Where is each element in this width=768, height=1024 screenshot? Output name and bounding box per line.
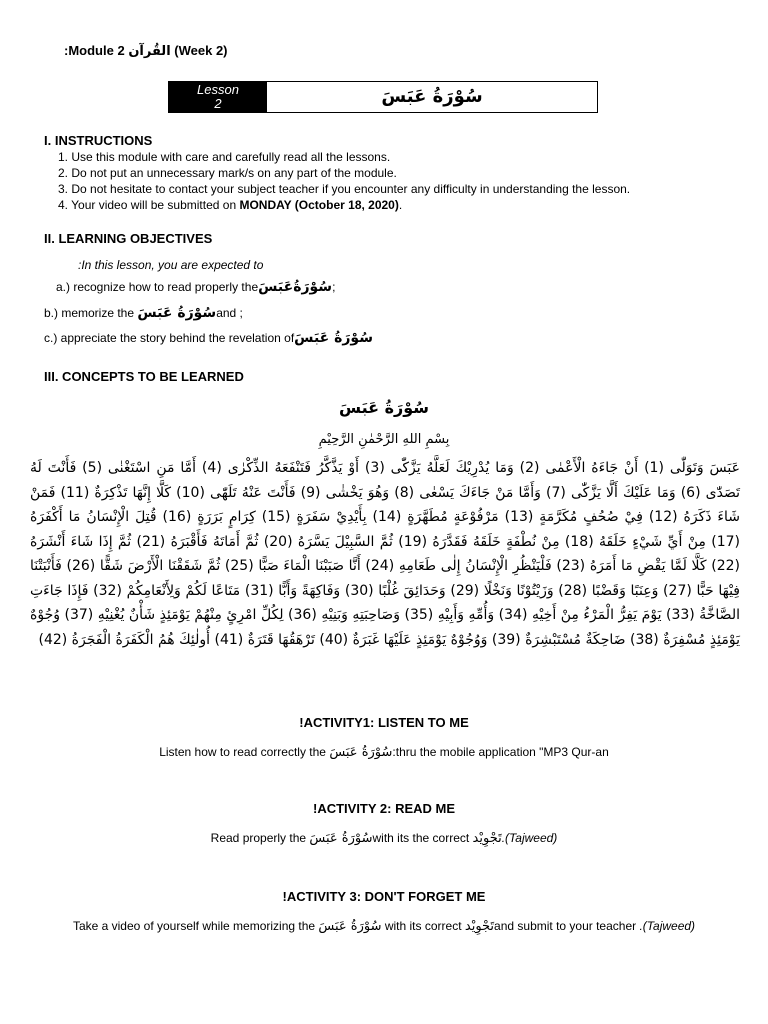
activity1-title: ACTIVITY1: LISTEN TO ME — [303, 715, 469, 730]
instruction-item-4-suffix: . — [398, 198, 403, 212]
activity2-text-prefix: Read properly the — [210, 831, 307, 845]
activity1-text-prefix: Listen how to read correctly the — [159, 745, 326, 759]
lesson-number: 2 — [214, 96, 222, 111]
activity1-heading — [0, 715, 768, 730]
objective-a-text: a.) recognize how to read properly the — [56, 280, 259, 294]
activity3-text-suffix: and submit to your teacher — [494, 919, 637, 933]
objective-c — [44, 330, 373, 346]
activity2-title: ACTIVITY 2: READ ME — [317, 801, 456, 816]
module-colon: : — [64, 43, 69, 58]
submission-date: MONDAY (October 18, 2020) — [239, 198, 399, 212]
instructions-heading: I. INSTRUCTIONS — [44, 133, 153, 148]
activity2-text-middle: with its the correct — [372, 831, 470, 845]
instruction-item-2: 2. Do not put an unnecessary mark/s on any part of the module. — [58, 166, 397, 180]
objective-b-suffix: and ; — [216, 306, 243, 320]
activity3-title: ACTIVITY 3: DON'T FORGET ME — [286, 889, 486, 904]
objective-b-text: b.) memorize the — [44, 306, 135, 320]
module-title — [64, 43, 228, 59]
activity1-instruction — [0, 745, 768, 760]
module-week: (Week 2) — [174, 43, 228, 58]
basmala: بِسْمِ اللهِ الرَّحْمٰنِ الرَّحِيْمِ — [318, 432, 450, 447]
activity1-arabic: سُوْرَةُ عَبَسَ — [329, 745, 393, 760]
activity1-marker: ! — [299, 715, 304, 730]
activity3-arabic: سُوْرَةُ عَبَسَ — [318, 919, 382, 934]
module-arabic: القُرآن — [128, 44, 171, 59]
objective-b — [44, 305, 243, 321]
concepts-heading: III. CONCEPTS TO BE LEARNED — [44, 369, 244, 384]
lesson-surah-title: سُوْرَةُ عَبَسَ — [381, 86, 483, 107]
activity2-marker: ! — [312, 801, 318, 816]
objective-a-arabic: سُوْرَةُعَبَسَ — [258, 279, 333, 295]
objective-c-text: c.) appreciate the story behind the revelation of — [44, 331, 295, 345]
activity2-text-suffix: .(Tajweed) — [501, 831, 558, 845]
activity3-text-prefix: Take a video of yourself while memorizing the — [72, 919, 316, 933]
activity2-arabic: سُوْرَةُ عَبَسَ — [309, 831, 373, 846]
activity1-text-suffix: :thru the mobile application "MP3 Qur-an — [392, 745, 609, 759]
activity3-text-end: .(Tajweed) — [639, 919, 696, 933]
lesson-box — [168, 81, 598, 113]
activity3-marker: ! — [282, 889, 287, 904]
instruction-item-3: 3. Do not hesitate to contact your subject teacher if you encounter any difficulty in understanding the lesson. — [58, 182, 631, 196]
lesson-label — [169, 82, 267, 112]
instruction-item-4 — [58, 198, 402, 212]
objective-a-suffix: ; — [332, 280, 336, 294]
instruction-item-1: 1. Use this module with care and carefully read all the lessons. — [58, 150, 391, 164]
objectives-intro: :In this lesson, you are expected to — [78, 258, 264, 272]
objectives-heading: II. LEARNING OBJECTIVES — [44, 231, 213, 246]
activity3-text-middle: with its correct — [384, 919, 462, 933]
concepts-surah-title: سُوْرَةُ عَبَسَ — [338, 398, 430, 417]
instruction-item-4-prefix: 4. Your video will be submitted on — [58, 198, 240, 212]
module-label: Module 2 — [68, 43, 125, 58]
activity3-arabic-tajweed: تَجْوِيْد — [464, 919, 495, 934]
objective-a — [56, 279, 335, 295]
activity2-instruction — [0, 831, 768, 846]
activity2-arabic-tajweed: تَجْوِيْد — [472, 831, 502, 846]
surah-verses: عَبَسَ وَتَوَلّٰى (1) أَنْ جَاءَهُ الْأَعْمٰى (2) وَمَا يُدْرِيْكَ لَعَلَّهُ يَزَّكّٰى (3) أَوْ يَذَّكَّرُ فَتَنْفَعَهُ الذِّكْرٰى (4) أَمَّا مَنِ اسْتَغْنٰى (5) فَأَنْتَ لَهُ تَصَدّٰى (6) وَمَا عَلَيْكَ أَلَّا يَزَّكّٰى (7) وَأَمَّا مَنْ جَاءَكَ يَسْعٰى (8) وَهُوَ يَخْشٰى (9) فَأَنْتَ عَنْهُ تَلَهّٰى (10) كَلَّا إِنَّهَا تَذْكِرَةٌ (11) فَمَنْ شَاءَ ذَكَرَهُ (12) فِيْ صُحُفٍ مُكَرَّمَةٍ (13) مَرْفُوْعَةٍ مُطَهَّرَةٍ (14) بِأَيْدِيْ سَفَرَةٍ (15) كِرَامٍ بَرَرَةٍ (16) قُتِلَ الْإِنْسَانُ مَا أَكْفَرَهُ (17) مِنْ أَيِّ شَيْءٍ خَلَقَهُ (18) مِنْ نُطْفَةٍ خَلَقَهُ فَقَدَّرَهُ (19) ثُمَّ السَّبِيْلَ يَسَّرَهُ (20) ثُمَّ أَمَاتَهُ فَأَقْبَرَهُ (21) ثُمَّ إِذَا شَاءَ أَنْشَرَهُ (22) كَلَّا لَمَّا يَقْضِ مَا أَمَرَهُ (23) فَلْيَنْظُرِ الْإِنْسَانُ إِلٰى طَعَامِهِ (24) أَنَّا صَبَبْنَا الْمَاءَ صَبًّا (25) ثُمَّ شَقَقْنَا الْأَرْضَ شَقًّا (26) فَأَنْبَتْنَا فِيْهَا حَبًّا (27) وَعِنَبًا وَقَضْبًا (28) وَزَيْتُوْنًا وَنَخْلًا (29) وَحَدَائِقَ غُلْبًا (30) وَفَاكِهَةً وَأَبًّا (31) مَتَاعًا لَكُمْ وَلِأَنْعَامِكُمْ (32) فَإِذَا جَاءَتِ الصَّاخَّةُ (33) يَوْمَ يَفِرُّ الْمَرْءُ مِنْ أَخِيْهِ (34) وَأُمِّهِ وَأَبِيْهِ (35) وَصَاحِبَتِهِ وَبَنِيْهِ (36) لِكُلِّ امْرِئٍ مِنْهُمْ يَوْمَئِذٍ شَأْنٌ يُغْنِيْهِ (37) وُجُوْهٌ يَوْمَئِذٍ مُسْفِرَةٌ (38) ضَاحِكَةٌ مُسْتَبْشِرَةٌ (39) وَوُجُوْهٌ يَوْمَئِذٍ عَلَيْهَا غَبَرَةٌ (40) تَرْهَقُهَا قَتَرَةٌ (41) أُولٰئِكَ هُمُ الْكَفَرَةُ الْفَجَرَةُ (42) — [30, 460, 740, 648]
objective-c-arabic: سُوْرَةُ عَبَسَ — [294, 330, 373, 346]
objective-b-arabic: سُوْرَةُ عَبَسَ — [137, 305, 217, 321]
activity2-heading — [0, 801, 768, 816]
activity3-instruction — [0, 919, 768, 934]
activity3-heading — [0, 889, 768, 904]
lesson-label-word: Lesson — [197, 82, 239, 97]
